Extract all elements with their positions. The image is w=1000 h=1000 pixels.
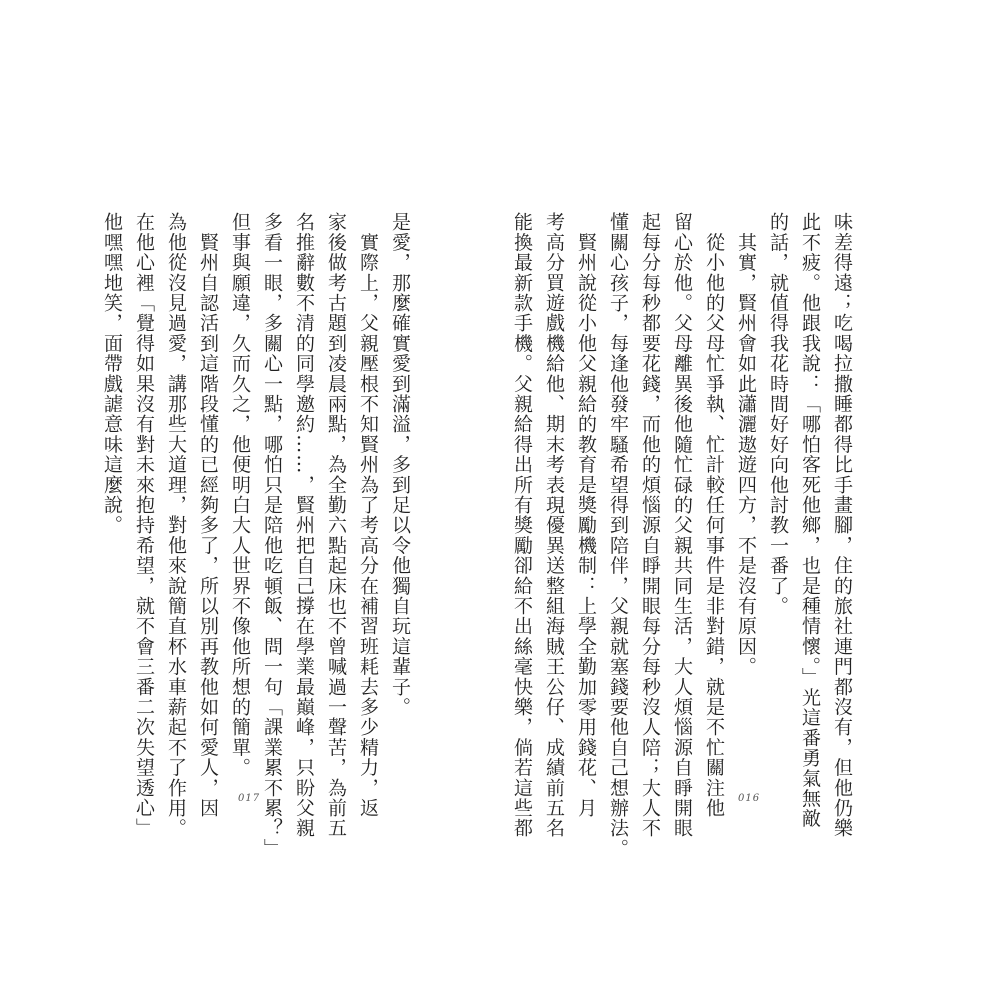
text-column: 從小他的父母忙爭執、忙計較任何事件是非對錯，就是不忙關注他	[703, 212, 725, 818]
text-column: 留心於他。父母離異後他隨忙碌的父親共同生活，大人煩惱源自睜開眼	[671, 212, 693, 839]
text-column: 味差得遠；吃喝拉撒睡都得比手畫腳，住的旅社連門都沒有，但他仍樂	[831, 212, 853, 839]
text-column: 其實，賢州會如此瀟灑遨遊四方，不是沒有原因。	[735, 212, 757, 677]
text-column: 家後做考古題到凌晨兩點，為全勤六點起床也不曾喊過一聲苦，為前五	[325, 212, 347, 839]
page-number: 016	[738, 793, 761, 804]
text-column: 在他心裡「覺得如果沒有對未來抱持希望，就不會三番二次失望透心」	[133, 212, 155, 839]
right-page	[500, 0, 1000, 1000]
text-column: 此不疲。他跟我說：「哪怕客死他鄉，也是種情懷。」光這番勇氣無敵	[799, 212, 821, 829]
text-column: 實際上，父親壓根不知賢州為了考高分在補習班耗去多少精力，返	[357, 212, 379, 818]
text-column: 能換最新款手機。父親給得出所有獎勵卻給不出絲毫快樂，倘若這些都	[511, 212, 533, 839]
text-column: 賢州說從小他父親給的教育是獎勵機制：上學全勤加零用錢花、月	[575, 212, 597, 818]
text-column: 是愛，那麼確實愛到滿溢，多到足以令他獨自玩這輩子。	[389, 212, 411, 717]
text-column: 起每分每秒都要花錢，而他的煩惱源自睜開眼每分每秒沒人陪；大人不	[639, 212, 661, 839]
text-column: 的話，就值得我花時間好好向他討教一番了。	[767, 212, 789, 616]
text-column: 為他從沒見過愛，講那些大道理，對他來說簡直杯水車薪起不了作用。	[165, 212, 187, 839]
text-column: 考高分買遊戲機給他、期末考表現優異送整組海賊王公仔、成績前五名	[543, 212, 565, 839]
text-column: 多看一眼，多關心一點，哪怕只是陪他吃頓飯、問一句「課業累不累？」	[261, 212, 283, 859]
text-column: 但事與願違，久而久之，他便明白大人世界不像他所想的簡單。	[229, 212, 251, 778]
text-column: 賢州自認活到這階段懂的已經夠多了，所以別再教他如何愛人，因	[197, 212, 219, 818]
text-column: 懂關心孩子，每逢他發牢騷希望得到陪伴，父親就塞錢要他自己想辦法。	[607, 212, 629, 859]
text-column: 他嘿嘿地笑，面帶戲謔意味這麼說。	[101, 212, 123, 536]
text-column: 名推辭數不清的同學邀約……，賢州把自己撐在學業最巔峰，只盼父親	[293, 212, 315, 839]
page-number: 017	[238, 793, 261, 804]
